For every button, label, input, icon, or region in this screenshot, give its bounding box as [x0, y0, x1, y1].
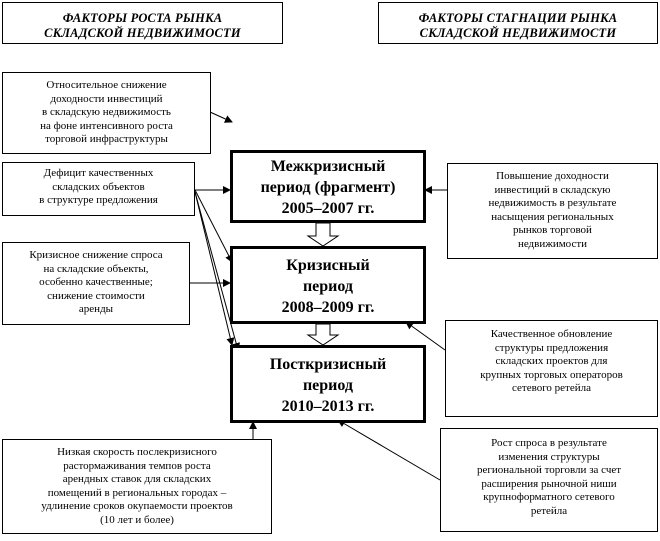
growth-header-line: СКЛАДСКОЙ НЕДВИЖИМОСТИ — [44, 26, 241, 40]
period-years: 2010–2013 гг. — [281, 398, 375, 415]
factor-text-line: насыщения региональных — [491, 210, 614, 223]
factor-text-line: недвижимости — [517, 237, 588, 250]
factor-text-line: растормаживания темпов роста — [63, 459, 211, 472]
factor-text-line: региональной торговли за счет — [476, 464, 622, 477]
factor-text-line: крупноформатного сетевого — [483, 491, 615, 504]
factor-text-line: аренды — [78, 303, 114, 316]
factor-text-line: Качественное обновление — [490, 328, 613, 340]
factor-text-line: ретейла — [530, 504, 568, 517]
growth-factor-box — [2, 72, 211, 154]
factor-text-line: торговой инфраструктуры — [45, 133, 168, 146]
period-title: Кризисный — [286, 257, 370, 274]
period-box-postcrisis — [230, 345, 426, 423]
block-arrow-period2-to-period3 — [308, 324, 338, 345]
period-years: 2005–2007 гг. — [281, 200, 375, 217]
stagnation-header-line: СКЛАДСКОЙ НЕДВИЖИМОСТИ — [419, 26, 617, 40]
factor-text-line: инвестиций в складскую — [494, 183, 611, 196]
growth-factor-box — [2, 162, 195, 216]
growth-factor-box — [2, 439, 272, 534]
factor-text-line: Относительное снижение — [46, 79, 167, 91]
factor-text-line: расширения рыночной ниши — [481, 477, 617, 490]
stagnation-factor-box — [440, 428, 658, 532]
arrow-growth1-to-period1 — [210, 112, 232, 122]
factor-text-line: Повышение доходности — [496, 170, 609, 182]
arrow-growth2-to-period2 — [195, 190, 232, 262]
period-subtitle: период (фрагмент) — [260, 179, 396, 196]
factor-text-line: в складскую недвижимость — [42, 106, 171, 119]
factor-text-line: складских проектов для — [495, 355, 608, 368]
factor-text-line: на фоне интенсивного роста — [40, 119, 173, 132]
factor-text-line: (10 лет и более) — [100, 513, 174, 526]
arrow-growth2-to-period3a — [195, 192, 232, 345]
factor-text-line: складских объектов — [52, 180, 145, 193]
factor-text-line: Дефицит качественных — [43, 167, 154, 179]
period-years: 2008–2009 гг. — [281, 299, 375, 316]
factor-text-line: снижение стоимости — [47, 289, 145, 302]
stagnation-factor-box — [445, 320, 658, 417]
growth-factor-box — [2, 242, 190, 325]
period-title: Межкризисный — [270, 158, 386, 175]
factor-text-line: на складские объекты, — [43, 262, 149, 275]
factor-text-line: изменения структуры — [498, 450, 600, 463]
factor-text-line: крупных торговых операторов — [480, 368, 623, 381]
stagnation-factors-header — [378, 2, 658, 44]
factor-text-line: недвижимость в результате — [488, 197, 617, 210]
block-arrow-period1-to-period2 — [308, 223, 338, 246]
period-subtitle: период — [302, 377, 354, 394]
period-subtitle: период — [302, 278, 354, 295]
stagnation-factor-box — [447, 163, 658, 259]
period-box-crisis — [230, 246, 426, 324]
stagnation-header-line: ФАКТОРЫ СТАГНАЦИИ РЫНКА — [418, 11, 618, 25]
factor-text-line: рынков торговой — [513, 224, 592, 237]
growth-factors-header — [2, 2, 283, 44]
factor-text-line: сетевого ретейла — [511, 382, 592, 395]
factor-text-line: арендных ставок для складских — [62, 473, 212, 486]
period-title: Посткризисный — [269, 356, 387, 373]
factor-text-line: Низкая скорость послекризисного — [57, 446, 217, 458]
factor-text-line: в структуре предложения — [39, 194, 158, 207]
factor-text-line: помещений в региональных городах – — [47, 486, 227, 499]
factor-text-line: особенно качественные; — [39, 276, 153, 289]
period-box-intercrisis — [230, 150, 426, 223]
factor-text-line: удлинение сроков окупаемости проектов — [41, 500, 233, 513]
factor-text-line: Кризисное снижение спроса — [29, 249, 163, 261]
growth-header-line: ФАКТОРЫ РОСТА РЫНКА — [62, 11, 223, 25]
factor-text-line: структуры предложения — [494, 341, 609, 354]
factor-text-line: Рост спроса в результате — [491, 437, 607, 449]
arrow-stag3-to-period3 — [338, 420, 440, 480]
factor-text-line: доходности инвестиций — [50, 92, 163, 105]
